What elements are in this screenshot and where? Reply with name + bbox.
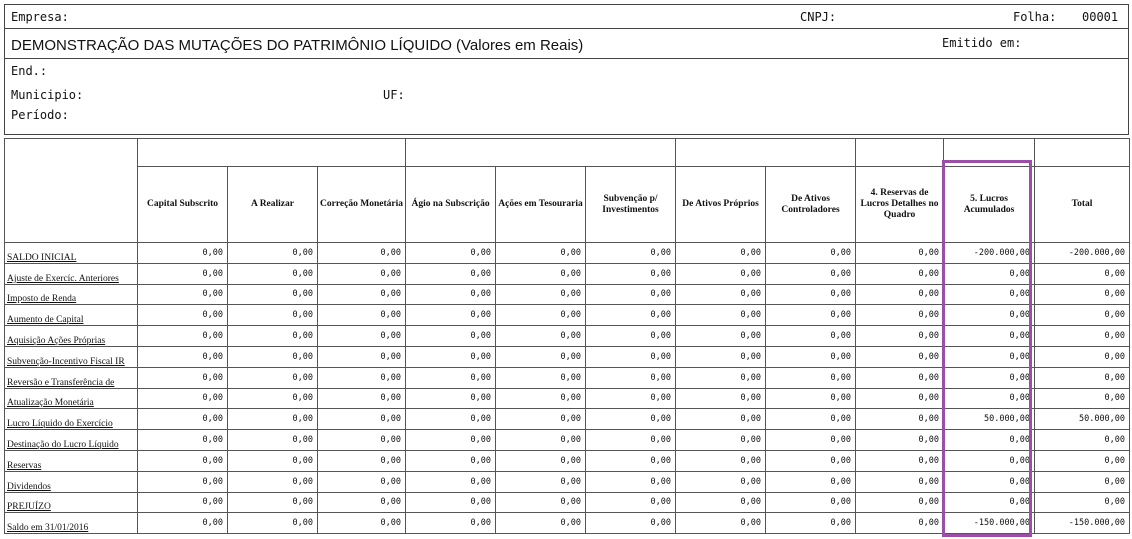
value-cell: 0,00: [496, 471, 586, 492]
value-cell: 0,00: [406, 243, 496, 264]
value-cell: 0,00: [1035, 430, 1130, 451]
value-cell: 0,00: [856, 367, 944, 388]
value-cell: 0,00: [856, 492, 944, 513]
value-cell: 0,00: [944, 450, 1035, 471]
value-cell: -200.000,00: [1035, 243, 1130, 264]
value-cell: 0,00: [406, 409, 496, 430]
value-cell: 0,00: [766, 326, 856, 347]
value-cell: 0,00: [228, 346, 318, 367]
value-cell: 0,00: [944, 284, 1035, 305]
value-cell: 0,00: [496, 346, 586, 367]
value-cell: 0,00: [138, 430, 228, 451]
value-cell: 0,00: [1035, 346, 1130, 367]
value-cell: 0,00: [228, 367, 318, 388]
value-cell: 0,00: [856, 471, 944, 492]
value-cell: -200.000,00: [944, 243, 1035, 264]
value-cell: 0,00: [496, 409, 586, 430]
row-label: Reversão e Transferência de: [5, 367, 138, 388]
value-cell: 0,00: [138, 326, 228, 347]
value-cell: 0,00: [406, 367, 496, 388]
value-cell: 0,00: [406, 263, 496, 284]
value-cell: 0,00: [318, 284, 406, 305]
value-cell: 0,00: [318, 326, 406, 347]
value-cell: 0,00: [856, 450, 944, 471]
value-cell: 0,00: [406, 513, 496, 534]
value-cell: 0,00: [318, 305, 406, 326]
value-cell: 0,00: [944, 263, 1035, 284]
value-cell: 0,00: [586, 471, 676, 492]
header-divider-2: [4, 58, 1129, 59]
periodo-label: Período:: [11, 108, 69, 122]
value-cell: 0,00: [496, 430, 586, 451]
table-row: [5, 409, 1130, 430]
value-cell: 0,00: [406, 450, 496, 471]
table-row: [5, 388, 1130, 409]
row-label: Aumento de Capital: [5, 305, 138, 326]
value-cell: 0,00: [496, 263, 586, 284]
emitido-label: Emitido em:: [942, 36, 1022, 50]
table-row: [5, 492, 1130, 513]
value-cell: 0,00: [856, 346, 944, 367]
value-cell: 0,00: [944, 305, 1035, 326]
value-cell: 0,00: [766, 243, 856, 264]
value-cell: 0,00: [676, 367, 766, 388]
value-cell: 0,00: [586, 243, 676, 264]
value-cell: 0,00: [766, 409, 856, 430]
column-header: Total: [1035, 167, 1130, 243]
table-row: [5, 367, 1130, 388]
value-cell: 0,00: [856, 305, 944, 326]
value-cell: 0,00: [676, 492, 766, 513]
value-cell: 0,00: [228, 492, 318, 513]
value-cell: 0,00: [676, 305, 766, 326]
value-cell: 0,00: [228, 243, 318, 264]
header-divider-1: [4, 28, 1129, 29]
value-cell: 0,00: [228, 263, 318, 284]
value-cell: 0,00: [228, 326, 318, 347]
column-header: Capital Subscrito: [138, 167, 228, 243]
value-cell: 0,00: [406, 471, 496, 492]
value-cell: 0,00: [676, 243, 766, 264]
value-cell: 0,00: [766, 305, 856, 326]
header-box: [4, 4, 1129, 135]
value-cell: 0,00: [496, 326, 586, 347]
row-label: Lucro Líquido do Exercício: [5, 409, 138, 430]
table-row: [5, 346, 1130, 367]
value-cell: 0,00: [766, 388, 856, 409]
value-cell: 0,00: [856, 513, 944, 534]
table-group-header-row: [5, 139, 1130, 167]
value-cell: 0,00: [766, 367, 856, 388]
value-cell: 0,00: [138, 346, 228, 367]
value-cell: 0,00: [496, 450, 586, 471]
row-label: Subvenção-Incentivo Fiscal IR: [5, 346, 138, 367]
value-cell: 0,00: [496, 284, 586, 305]
value-cell: 0,00: [676, 430, 766, 451]
table-row: [5, 513, 1130, 534]
value-cell: 0,00: [944, 492, 1035, 513]
value-cell: 0,00: [676, 263, 766, 284]
value-cell: 0,00: [318, 492, 406, 513]
value-cell: 0,00: [1035, 388, 1130, 409]
table-row: [5, 430, 1130, 451]
table-row: [5, 450, 1130, 471]
row-label: Ajuste de Exercíc. Anteriores: [5, 263, 138, 284]
value-cell: 0,00: [944, 326, 1035, 347]
value-cell: 0,00: [138, 305, 228, 326]
row-label: Reservas: [5, 450, 138, 471]
value-cell: 0,00: [228, 513, 318, 534]
value-cell: 0,00: [586, 492, 676, 513]
value-cell: 0,00: [766, 471, 856, 492]
value-cell: 0,00: [856, 430, 944, 451]
value-cell: 0,00: [586, 513, 676, 534]
endereco-label: End.:: [11, 64, 48, 78]
group-header-reavaliacao: [676, 139, 856, 167]
value-cell: 0,00: [496, 513, 586, 534]
column-header: Subvenção p/ Investimentos: [586, 167, 676, 243]
value-cell: 0,00: [406, 326, 496, 347]
value-cell: 0,00: [676, 450, 766, 471]
value-cell: 0,00: [944, 346, 1035, 367]
value-cell: 0,00: [318, 346, 406, 367]
value-cell: 0,00: [228, 430, 318, 451]
value-cell: 0,00: [228, 305, 318, 326]
value-cell: 0,00: [496, 305, 586, 326]
row-label: Aquisição Ações Próprias: [5, 326, 138, 347]
value-cell: 0,00: [318, 263, 406, 284]
value-cell: 0,00: [766, 492, 856, 513]
value-cell: 0,00: [406, 305, 496, 326]
value-cell: 0,00: [496, 367, 586, 388]
value-cell: 0,00: [138, 450, 228, 471]
value-cell: 0,00: [318, 243, 406, 264]
value-cell: 0,00: [318, 388, 406, 409]
value-cell: 0,00: [944, 471, 1035, 492]
group-header-reservas-capital: [406, 139, 676, 167]
cnpj-label: CNPJ:: [800, 10, 837, 24]
value-cell: 0,00: [1035, 263, 1130, 284]
value-cell: -150.000,00: [944, 513, 1035, 534]
value-cell: 0,00: [138, 388, 228, 409]
column-header: Ágio na Subscrição: [406, 167, 496, 243]
value-cell: 0,00: [406, 430, 496, 451]
row-label: Destinação do Lucro Líquido: [5, 430, 138, 451]
group-header-total: [1035, 139, 1130, 167]
value-cell: 0,00: [586, 430, 676, 451]
table-row: [5, 243, 1130, 264]
value-cell: 0,00: [496, 388, 586, 409]
value-cell: 0,00: [856, 409, 944, 430]
value-cell: 0,00: [228, 409, 318, 430]
value-cell: 0,00: [1035, 471, 1130, 492]
value-cell: 0,00: [856, 326, 944, 347]
value-cell: 0,00: [228, 450, 318, 471]
value-cell: 0,00: [406, 346, 496, 367]
value-cell: 0,00: [586, 388, 676, 409]
row-label: Atualização Monetária: [5, 388, 138, 409]
value-cell: 0,00: [856, 388, 944, 409]
table-row: [5, 284, 1130, 305]
column-header: Ações em Tesouraria: [496, 167, 586, 243]
value-cell: 0,00: [318, 409, 406, 430]
value-cell: 0,00: [944, 430, 1035, 451]
value-cell: 0,00: [676, 409, 766, 430]
value-cell: 0,00: [318, 471, 406, 492]
column-header: 5. Lucros Acumulados: [944, 167, 1035, 243]
row-label: SALDO INICIAL: [5, 243, 138, 264]
table-body: [5, 243, 1130, 534]
value-cell: 0,00: [676, 471, 766, 492]
value-cell: 0,00: [856, 284, 944, 305]
column-header: Correção Monetária: [318, 167, 406, 243]
value-cell: 50.000,00: [944, 409, 1035, 430]
group-header-reservas-lucros: [856, 139, 944, 167]
value-cell: 0,00: [586, 326, 676, 347]
row-label-header: [5, 139, 138, 243]
value-cell: 0,00: [496, 243, 586, 264]
value-cell: 0,00: [228, 284, 318, 305]
value-cell: 0,00: [586, 284, 676, 305]
value-cell: 0,00: [138, 492, 228, 513]
value-cell: 0,00: [676, 326, 766, 347]
value-cell: 0,00: [406, 492, 496, 513]
table-row: [5, 471, 1130, 492]
municipio-label: Municipio:: [11, 88, 84, 102]
value-cell: 0,00: [228, 471, 318, 492]
column-header: A Realizar: [228, 167, 318, 243]
value-cell: 0,00: [766, 513, 856, 534]
value-cell: 0,00: [496, 492, 586, 513]
mutacoes-table: [4, 138, 1130, 534]
value-cell: 0,00: [944, 367, 1035, 388]
value-cell: 0,00: [138, 513, 228, 534]
value-cell: 0,00: [406, 388, 496, 409]
value-cell: 0,00: [1035, 305, 1130, 326]
value-cell: 0,00: [586, 305, 676, 326]
row-label: Imposto de Renda: [5, 284, 138, 305]
value-cell: 0,00: [228, 388, 318, 409]
value-cell: 0,00: [676, 346, 766, 367]
value-cell: 0,00: [766, 430, 856, 451]
table-row: [5, 263, 1130, 284]
value-cell: 0,00: [856, 263, 944, 284]
value-cell: 0,00: [138, 263, 228, 284]
value-cell: 0,00: [944, 388, 1035, 409]
value-cell: 0,00: [138, 243, 228, 264]
value-cell: 0,00: [318, 367, 406, 388]
value-cell: 0,00: [318, 430, 406, 451]
table-row: [5, 326, 1130, 347]
value-cell: 0,00: [138, 409, 228, 430]
column-header: De Ativos Próprios: [676, 167, 766, 243]
column-header: 4. Reservas de Lucros Detalhes no Quadro: [856, 167, 944, 243]
page-title: DEMONSTRAÇÃO DAS MUTAÇÕES DO PATRIMÔNIO LÍQUIDO (Valores em Reais): [11, 37, 584, 54]
value-cell: 0,00: [138, 284, 228, 305]
value-cell: 0,00: [856, 243, 944, 264]
row-label: PREJUÍZO: [5, 492, 138, 513]
value-cell: 0,00: [138, 367, 228, 388]
value-cell: 0,00: [676, 284, 766, 305]
group-header-capital: [138, 139, 406, 167]
value-cell: 50.000,00: [1035, 409, 1130, 430]
value-cell: 0,00: [766, 346, 856, 367]
group-header-lucros: [944, 139, 1035, 167]
folha-value: 00001: [1082, 10, 1119, 24]
value-cell: 0,00: [676, 513, 766, 534]
value-cell: 0,00: [1035, 450, 1130, 471]
value-cell: 0,00: [766, 284, 856, 305]
value-cell: 0,00: [766, 450, 856, 471]
value-cell: 0,00: [1035, 326, 1130, 347]
uf-label: UF:: [383, 88, 405, 102]
value-cell: 0,00: [318, 513, 406, 534]
row-label: Dividendos: [5, 471, 138, 492]
value-cell: 0,00: [1035, 367, 1130, 388]
value-cell: 0,00: [586, 367, 676, 388]
column-header: De Ativos Controladores: [766, 167, 856, 243]
value-cell: 0,00: [766, 263, 856, 284]
value-cell: 0,00: [586, 346, 676, 367]
value-cell: 0,00: [138, 471, 228, 492]
value-cell: 0,00: [1035, 284, 1130, 305]
value-cell: 0,00: [586, 409, 676, 430]
value-cell: 0,00: [586, 263, 676, 284]
value-cell: -150.000,00: [1035, 513, 1130, 534]
value-cell: 0,00: [1035, 492, 1130, 513]
value-cell: 0,00: [586, 450, 676, 471]
column-header-row: [5, 167, 1130, 243]
folha-label: Folha:: [1013, 10, 1057, 24]
value-cell: 0,00: [406, 284, 496, 305]
row-label: Saldo em 31/01/2016: [5, 513, 138, 534]
value-cell: 0,00: [676, 388, 766, 409]
table-row: [5, 305, 1130, 326]
value-cell: 0,00: [318, 450, 406, 471]
empresa-label: Empresa:: [11, 10, 69, 24]
